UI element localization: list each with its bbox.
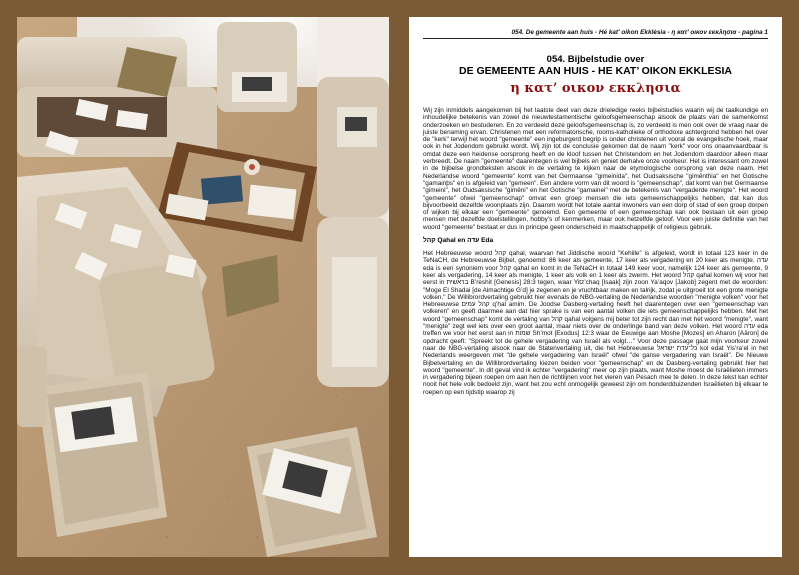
ottoman-small [17, 347, 47, 427]
armchair-side [317, 217, 389, 387]
study-title: 054. Bijbelstudie over [546, 54, 645, 65]
ottoman-right [247, 427, 377, 557]
living-room-photo [17, 17, 389, 557]
study-page [409, 17, 782, 557]
ottoman-left [37, 372, 167, 537]
section-heading: קהל Qahal en עדה Eda [423, 237, 494, 245]
page-header: 054. De gemeente aan huis - Hé kat' oikon Ekklèsia - η κατ’ οικον εκκλησια - pagina 1 [511, 29, 768, 36]
section-paragraph: Het Hebreeuwse woord קהל qahal, waarvan het Jiddische woord "Kehille" is afgeleid, wordt in totaal 123 keer in de TeNaCH, de Hebreeuwse Bijbel, genoemd: 86 keer als gemeente, 17 keer als vergadering en 20 keer als menigte. עדה eda is een synoniem voor קהל qahal en komt in de TeNaCH in totaal 149 keer voor, namelijk 124 keer als gemeente, 9 keer als vergadering, 14 keer als menigte, 1 keer als volk en 1 keer als zwerm. Het woord קהל qahal komen wij voor het eerst in בראשית B’reshit [Genesis] 28:3 tegen, waar Yitz’chaq [Isaak] zijn zoon Ya’aqov [Jakob] zegent met de woorden: "Moge El Shadai [de Almachtige G’d] je zegenen en je vruchtbaar maken en talrijk, zodat je uitgroeit tot een grote menigte volken." De Willibrordvertaling gebruikt hier evenals de NBG-vertaling de Nederlandse woorden "menigte volken" voor het Hebreeuwse קהל עמים q’hal amim. De Joodse Dasberg-vertaling heeft het daarentegen over een "gemeenschap van volkeren" en geeft daarmee aan dat hier sprake is van een aantal volken die iets gemeenschappelijks hebben. Met het woord "gemeenschap" komt de vertaling van קהל qahal volgens mij beter tot zijn recht dan met het woord "menigte", want "menigte" zegt wel iets over een groot aantal, maar niets over de onderlinge band van deze volken. Het woord עדה eda treffen we voor het eerst aan in שמות Sh’mot [Exodus] 12:3 waar de Eeuwige aan Moshe [Mozes] en Aharon [Aäron] de opdracht geeft: "Spreekt tot de gehele vergadering van Israël als volgt…" Voor deze passage gaat mijn voorkeur zowel naar de NBG-vertaling alsook naar de Statenvertaling uit, die het Hebreeuwse כל־עדת ישראל kol edat Yis’ra’el in het Nederlands weergeven met "de gehele vergadering van Israël" ofwel "de ganse vergadering van Israël". De Nieuwe Bijbelvertaling en de Willibrordvertaling kiezen beiden voor "gemeenschap" en de Dasberg-vertaling gebruikt hier het woord "gemeente". In dit geval vind ik echter "vergadering" meer op zijn plaats, want Moshe moest de Israëlieten immers in vergadering bijeen roepen om aan hen de richtlijnen voor het vieren van Pesach mee te delen. In deze tekst kan echter nooit het hele volk bedoeld zijn, want het zou echt onmogelijk geweest zijn om honderdduizenden Israëlieten bij elkaar te roepen op een tijdstip waarop zij [423, 250, 769, 396]
greek-title: η κατ’ οικον εκκλησια [510, 81, 681, 96]
photo-illustration [17, 17, 389, 557]
armchair-top [217, 22, 297, 112]
armchair-right [317, 77, 389, 217]
study-subtitle: DE GEMEENTE AAN HUIS - HE KAT’ OIKON EKKLESIA [458, 65, 733, 77]
header-rule [423, 38, 768, 39]
sofa-top-left [17, 37, 217, 157]
intro-paragraph: Wij zijn inmiddels aangekomen bij het laatste deel van deze drieledige reeks bijbelstudies waarin wij de taalkundige en inhoudelijke betekenis van zowel de nieuwtestamentische geloofsgemeenschap alsook de plaats van de samenkomst onderzoeken en bestuderen. En zo verdeeld deze geloofsgemeenschap is, zo verdeeld is men ook over de vraag naar de juiste benaming ervan. Christenen met een reformatorische, rooms-katholieke of orthodoxe achtergrond hebben het over de "kerk" terwijl het woord "gemeente" een ingeburgerd begrip is onder christenen uit vooral de evangelische hoek, maar ook in het Jodendom gebruikt wordt. Wij zijn tot de conclusie gekomen dat de naam "kerk" voor ons onaanvaardbaar is omdat deze een heidense oorsprong heeft en de kloof tussen het Christendom en het Jodendom daardoor alleen maar verbreedt. De naam "gemeente" daarentegen is wel bijbels en geniet derhalve onze voorkeur. Het is interessant om zowel in de bijbelse grondteksten alsook in de vertaling te kijken naar de etymologische oorsprong van deze naam. Het Nederlandse woord "gemeente" komt van het Germaanse "gimeinida", het Oudsaksische "gimênthia" en het Gotische "gamainþs" en is afgeleid van "gemeen". Een andere vorm van dit woord is "gemeenschap", dat komt van het Germaanse "gimeini", het Oudsaksische "gimêni" en het Gotische "gamainei" met de betekenis van "vergaderde menigte". Het woord "gemeente" ofwel "gemeenschap" omvat een groep mensen die iets gemeenschappelijks hebben, dat kan dus bijvoorbeeld dezelfde woonplaats zijn. Daarom wordt het totale aantal inwoners van een dorp of stad of een groep dorpen of wijken bij elkaar een "gemeente" genoemd. Een gemeente of een gemeenschap kan ook bestaan uit een groep mensen met dezelfde doelstellingen, hobby’s of kenmerken, maar ook hetzelfde geloof. Voor een juiste definitie van het woord "gemeente" bestaat er dus in principe geen onderscheid in maatschappelijk of religieus gebruik. [423, 107, 768, 231]
